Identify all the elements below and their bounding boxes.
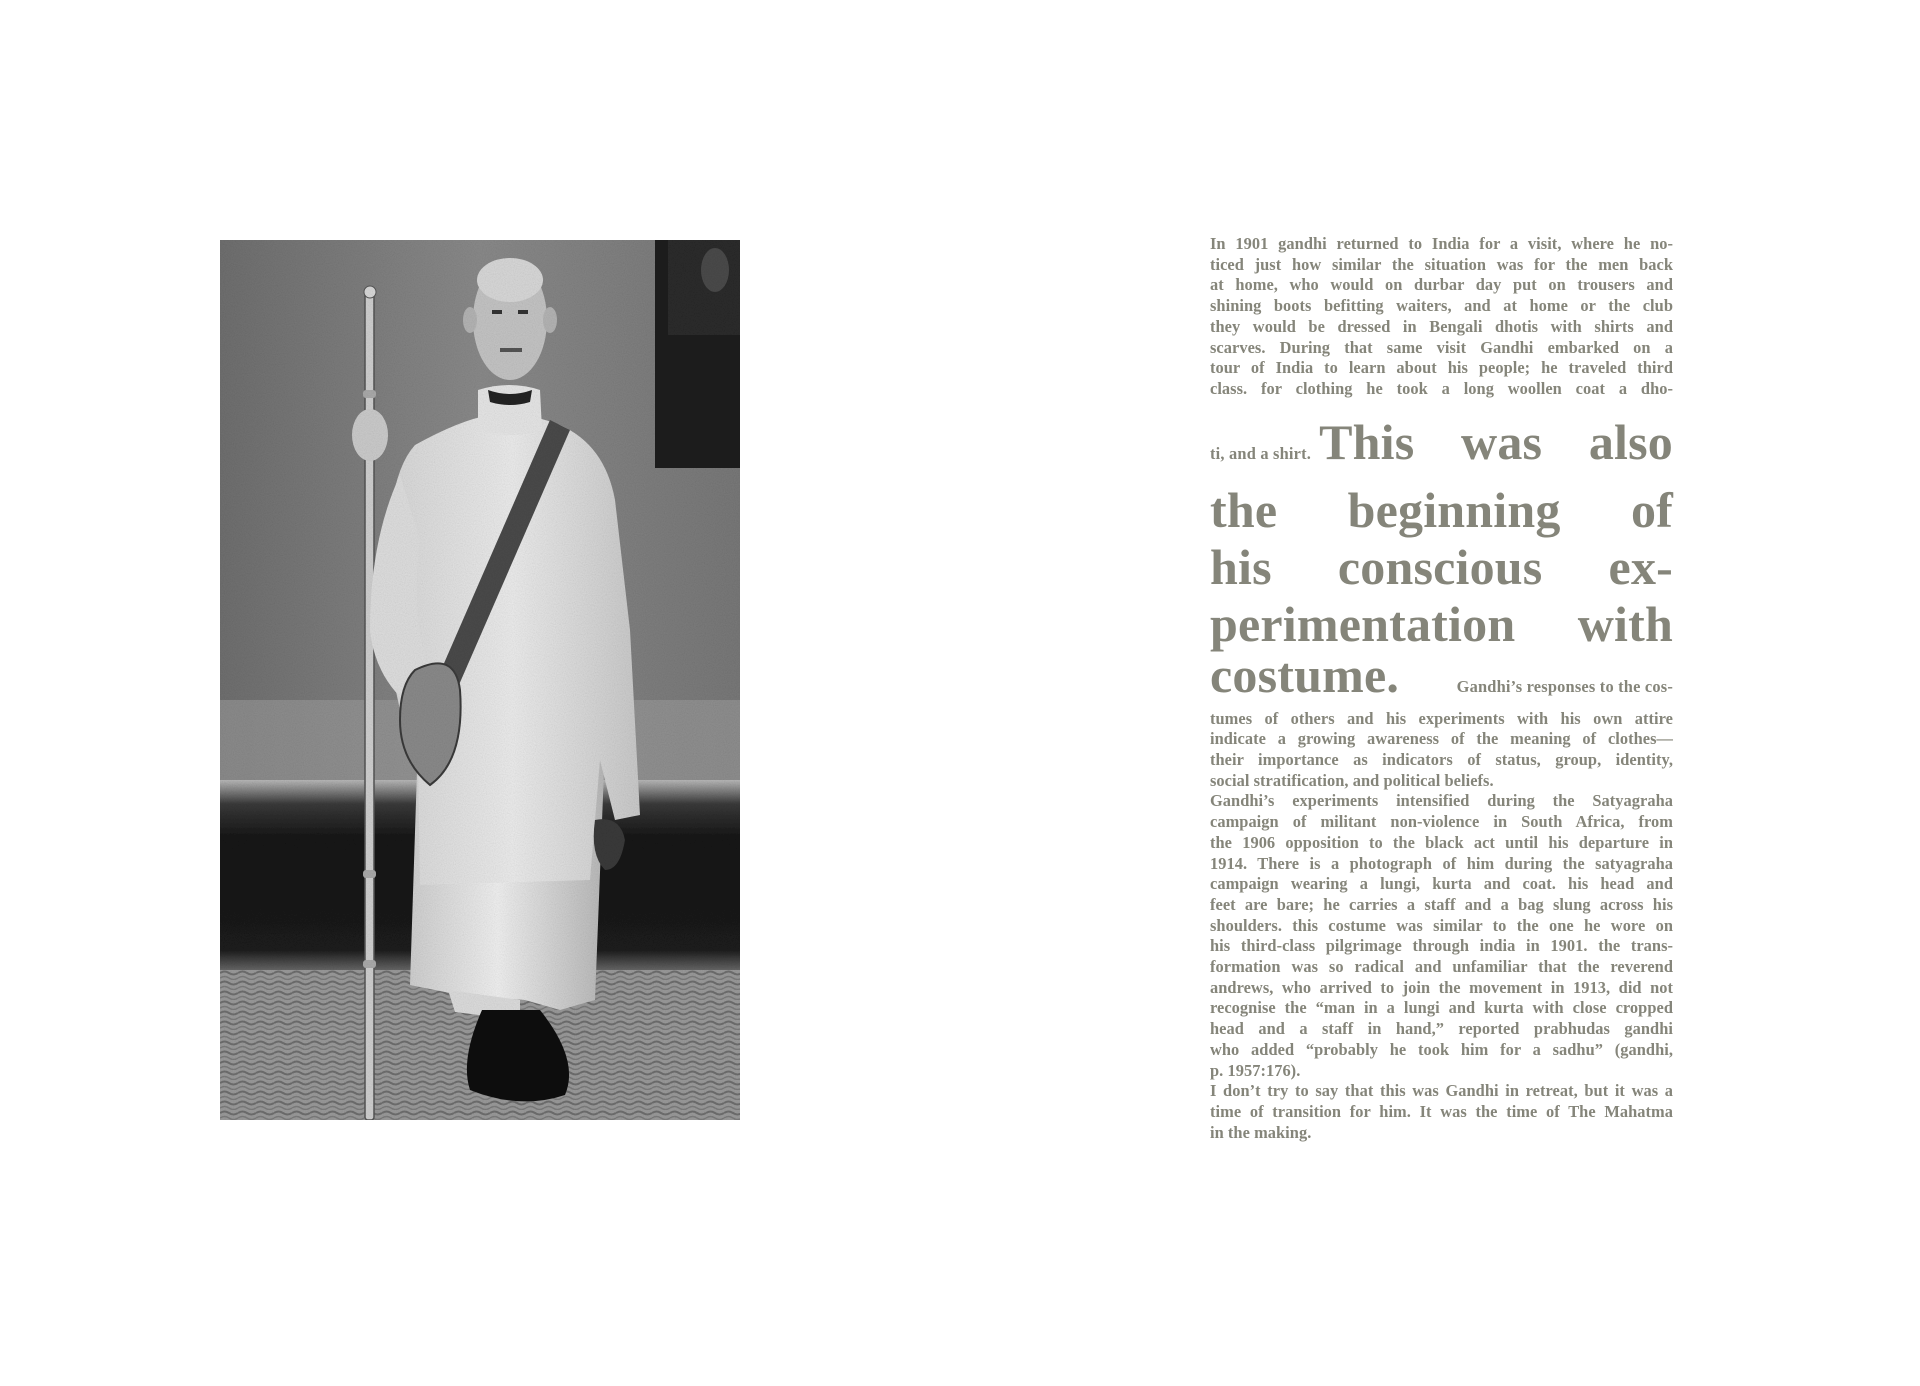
text-line: andrews, who arrived to join the movement in 1913, did not: [1210, 977, 1673, 997]
text-line: in the making.: [1210, 1122, 1312, 1142]
text-line: scarves. During that same visit Gandhi embarked on a: [1210, 337, 1673, 357]
text-line: who added “probably he took him for a sadhu” (gandhi,: [1210, 1039, 1673, 1059]
text-line: p. 1957:176).: [1210, 1060, 1301, 1080]
text-line: tour of India to learn about his people; he traveled third: [1210, 358, 1673, 378]
paragraph-clothing-meaning: [1210, 709, 1673, 792]
text-line: shoulders. this costume was similar to the one he wore on: [1210, 915, 1673, 935]
paragraph-experiments: [1210, 791, 1673, 1081]
text-line: formation was so radical and unfamiliar that the reverend: [1210, 957, 1673, 977]
text-line: they would be dressed in Bengali dhotis with shirts and: [1210, 316, 1673, 336]
text-line: the 1906 opposition to the black act until his departure in: [1210, 832, 1673, 852]
pull-quote-block: [1210, 414, 1673, 792]
text-line: his third-class pilgrimage through india in 1901. the trans-: [1210, 936, 1673, 956]
text-line: his conscious ex-: [1210, 538, 1673, 595]
text-line: Gandhi’s experiments intensified during the Satyagraha: [1210, 791, 1673, 811]
text-line: the beginning of: [1210, 481, 1673, 538]
pull-quote-text: This was also: [1319, 413, 1673, 470]
text-line: perimentation with: [1210, 595, 1673, 652]
text-line: tumes of others and his experiments with his own attire: [1210, 708, 1673, 728]
text-line: head and a staff in hand,” reported prabhudas gandhi: [1210, 1019, 1673, 1039]
text-line: campaign wearing a lungi, kurta and coat. his head and: [1210, 874, 1673, 894]
text-line: their importance as indicators of status, group, identity,: [1210, 750, 1673, 770]
text-line: social stratification, and political beliefs.: [1210, 770, 1494, 790]
pull-quote-text: costume.: [1210, 646, 1400, 703]
text-line: time of transition for him. It was the time of The Mahatma: [1210, 1101, 1673, 1121]
text-line: 1914. There is a photograph of him during the satyagraha: [1210, 853, 1673, 873]
text-line: I don’t try to say that this was Gandhi in retreat, but it was a: [1210, 1081, 1673, 1101]
pull-quote-line: [1210, 414, 1673, 482]
paragraph-tail: ti, and a shirt.: [1210, 443, 1312, 463]
text-line: feet are bare; he carries a staff and a bag slung across his: [1210, 894, 1673, 914]
text-line: class. for clothing he took a long woollen coat a dho-: [1210, 378, 1673, 398]
photograph-illustration: [220, 240, 740, 1120]
text-line: shining boots befitting waiters, and at home or the club: [1210, 296, 1673, 316]
text-line: indicate a growing awareness of the meaning of clothes—: [1210, 729, 1673, 749]
article-column: [1210, 234, 1673, 1143]
text-line: at home, who would on durbar day put on trousers and: [1210, 275, 1673, 295]
text-line: campaign of militant non-violence in South Africa, from: [1210, 812, 1673, 832]
historical-photograph: [220, 240, 740, 1120]
hand: [352, 409, 388, 461]
pull-quote-line: [1210, 646, 1673, 709]
paragraph-lead: Gandhi’s responses to the cos-: [1456, 676, 1673, 696]
paragraph-conclusion: [1210, 1081, 1673, 1143]
text-line: In 1901 gandhi returned to India for a visit, where he no-: [1210, 234, 1673, 253]
paragraph-intro: [1210, 234, 1673, 400]
text-line: recognise the “man in a lungi and kurta with close cropped: [1210, 998, 1673, 1018]
text-line: ticed just how similar the situation was for the men back: [1210, 254, 1673, 274]
